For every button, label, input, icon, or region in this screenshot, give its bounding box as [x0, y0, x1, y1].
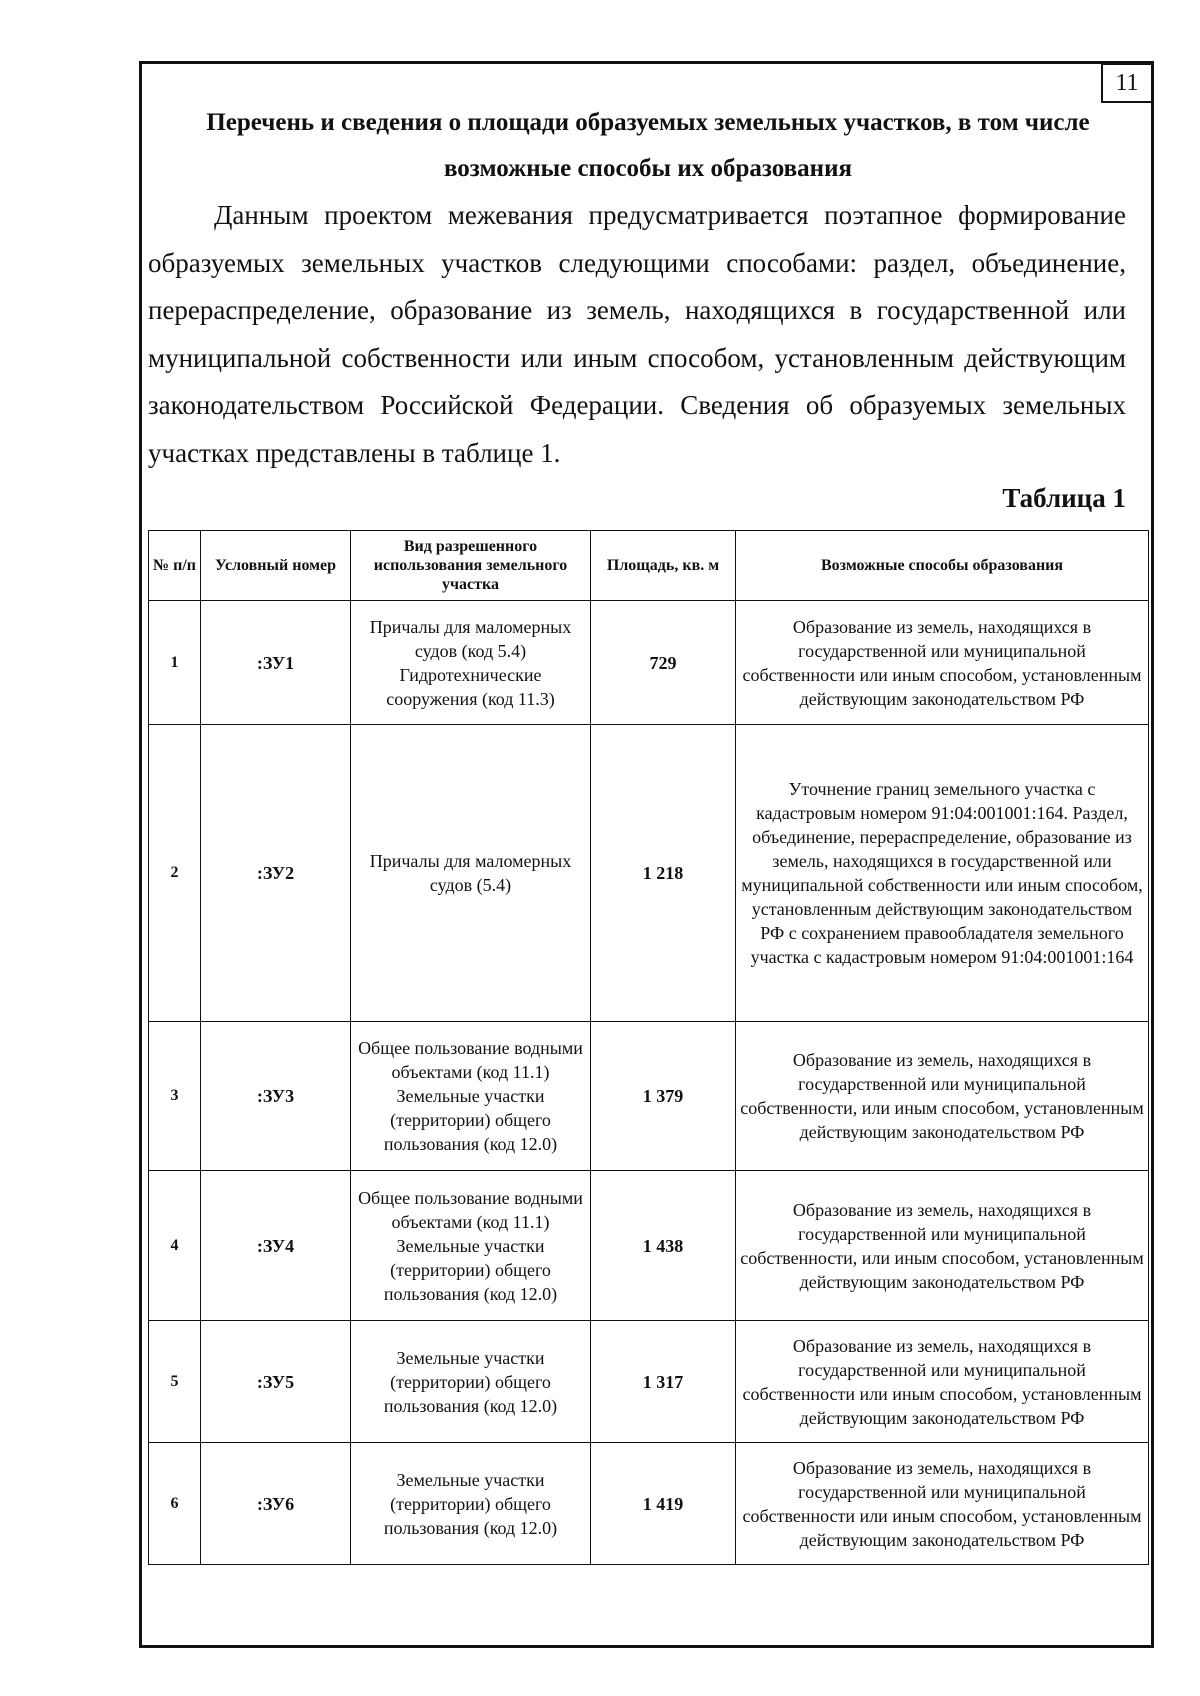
document-title: Перечень и сведения о площади образуемых земельных участков, в том числе возможные способы их образования	[206, 109, 1090, 182]
row-number: 2	[149, 725, 201, 1022]
row-area: 729	[591, 601, 736, 725]
table-row	[149, 1022, 1149, 1171]
row-use: Земельные участки (территории) общего пользования (код 12.0)	[351, 1321, 591, 1443]
row-area: 1 419	[591, 1443, 736, 1565]
row-method: Образование из земель, находящихся в государственной или муниципальной собственности или иным способом, установленным действующим законодательством РФ	[736, 1321, 1149, 1443]
row-method: Уточнение границ земельного участка с кадастровым номером 91:04:001001:164. Раздел, объединение, перераспределение, образование из земель, находящихся в государственной или муниципальной собственности или иным способом, установленным действующим законодательством РФ с сохранением правообладателя земельного участка с кадастровым номером 91:04:001001:164	[736, 725, 1149, 1022]
row-number: 6	[149, 1443, 201, 1565]
row-code: :ЗУ1	[201, 601, 351, 725]
row-number: 4	[149, 1171, 201, 1321]
table-row	[149, 1321, 1149, 1443]
table-caption: Таблица 1	[1002, 483, 1126, 513]
row-use: Причалы для маломерных судов (код 5.4) Гидротехнические сооружения (код 11.3)	[351, 601, 591, 725]
row-code: :ЗУ5	[201, 1321, 351, 1443]
header-use: Вид разрешенного использования земельного участка	[351, 531, 591, 601]
table-row	[149, 725, 1149, 1022]
header-area: Площадь, кв. м	[591, 531, 736, 601]
page-number: 11	[1101, 63, 1153, 103]
row-code: :ЗУ2	[201, 725, 351, 1022]
header-number: № п/п	[149, 531, 201, 601]
row-use: Общее пользование водными объектами (код 11.1) Земельные участки (территории) общего пользования (код 12.0)	[351, 1171, 591, 1321]
header-code: Условный номер	[201, 531, 351, 601]
row-use: Общее пользование водными объектами (код 11.1) Земельные участки (территории) общего пользования (код 12.0)	[351, 1022, 591, 1171]
row-area: 1 438	[591, 1171, 736, 1321]
row-method: Образование из земель, находящихся в государственной или муниципальной собственности, или иным способом, установленным действующим законодательством РФ	[736, 1171, 1149, 1321]
row-code: :ЗУ4	[201, 1171, 351, 1321]
table-row	[149, 1171, 1149, 1321]
row-method: Образование из земель, находящихся в государственной или муниципальной собственности или иным способом, установленным действующим законодательством РФ	[736, 601, 1149, 725]
table-header-row	[149, 531, 1149, 601]
row-use: Причалы для маломерных судов (5.4)	[351, 725, 591, 1022]
row-area: 1 379	[591, 1022, 736, 1171]
table-row	[149, 1443, 1149, 1565]
row-method: Образование из земель, находящихся в государственной или муниципальной собственности или иным способом, установленным действующим законодательством РФ	[736, 1443, 1149, 1565]
row-use: Земельные участки (территории) общего пользования (код 12.0)	[351, 1443, 591, 1565]
row-area: 1 218	[591, 725, 736, 1022]
row-number: 3	[149, 1022, 201, 1171]
table-row	[149, 601, 1149, 725]
land-plots-table	[148, 530, 1149, 1565]
row-code: :ЗУ6	[201, 1443, 351, 1565]
header-method: Возможные способы образования	[736, 531, 1149, 601]
row-number: 5	[149, 1321, 201, 1443]
row-method: Образование из земель, находящихся в государственной или муниципальной собственности, или иным способом, установленным действующим законодательством РФ	[736, 1022, 1149, 1171]
row-code: :ЗУ3	[201, 1022, 351, 1171]
row-number: 1	[149, 601, 201, 725]
row-area: 1 317	[591, 1321, 736, 1443]
intro-paragraph: Данным проектом межевания предусматривается поэтапное формирование образуемых земельных участков следующими способами: раздел, объединение, перераспределение, образование из земель, находящихся в государственной или муниципальной собственности или иным способом, установленным действующим законодательством Российской Федерации. Сведения об образуемых земельных участках представлены в таблице 1.	[148, 200, 1126, 468]
